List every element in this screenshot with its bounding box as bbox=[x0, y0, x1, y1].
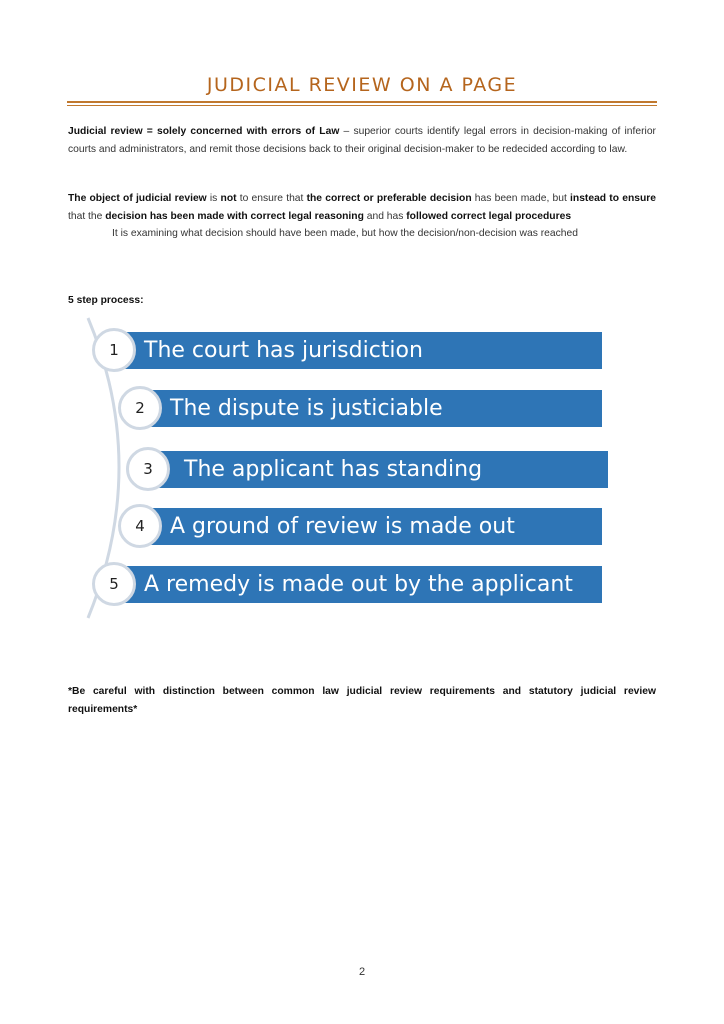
title-rule-thick bbox=[67, 101, 657, 103]
step-bar-5 bbox=[116, 566, 602, 603]
object-text-4: that the bbox=[68, 210, 106, 222]
object-bold-1: The object of judicial review bbox=[68, 193, 207, 204]
title-rule-thin bbox=[67, 105, 657, 106]
object-bold-3: the correct or preferable decision bbox=[306, 193, 472, 204]
five-step-diagram bbox=[80, 316, 610, 621]
intro-text: – superior courts identify legal errors in decision-making of inferior courts and administrators, and remit those decisions back to their original decision-maker to be redecided according to law. bbox=[68, 126, 656, 155]
step-number-3: 3 bbox=[126, 447, 170, 491]
step-label-1: The court has jurisdiction bbox=[144, 338, 423, 363]
step-label-4: A ground of review is made out bbox=[170, 514, 515, 539]
step-number-1: 1 bbox=[92, 328, 136, 372]
step-number-4: 4 bbox=[118, 504, 162, 548]
step-bar-2 bbox=[140, 390, 602, 427]
caution-note: *Be careful with distinction between common law judicial review requirements and statutory judicial review requirements* bbox=[68, 686, 656, 715]
object-text-2: to ensure that bbox=[236, 193, 307, 204]
intro-paragraph bbox=[68, 123, 656, 158]
step-number-2: 2 bbox=[118, 386, 162, 430]
object-bold-6: followed correct legal procedures bbox=[406, 210, 572, 222]
step-number-5: 5 bbox=[92, 562, 136, 606]
object-text-1: is bbox=[206, 193, 221, 204]
step-bar-1 bbox=[116, 332, 602, 369]
intro-bold: Judicial review = solely concerned with errors of Law bbox=[68, 126, 340, 137]
step-label-5: A remedy is made out by the applicant bbox=[144, 572, 573, 597]
object-bold-2: not bbox=[220, 193, 237, 204]
page-number: 2 bbox=[358, 966, 366, 978]
object-bold-4: instead to ensure bbox=[570, 193, 656, 204]
object-text-3: has been made, but bbox=[471, 193, 571, 204]
steps-heading: 5 step process: bbox=[68, 295, 144, 306]
step-bar-4 bbox=[140, 508, 602, 545]
step-bar-3 bbox=[148, 451, 608, 488]
object-bold-5: decision has been made with correct legal reasoning bbox=[105, 210, 364, 222]
step-label-2: The dispute is justiciable bbox=[170, 396, 443, 421]
examining-note: It is examining what decision should have been made, but how the decision/non-decision was reached bbox=[112, 228, 578, 239]
page-title: JUDICIAL REVIEW ON A PAGE bbox=[206, 74, 518, 96]
object-text-5: and has bbox=[363, 210, 407, 222]
step-label-3: The applicant has standing bbox=[184, 457, 483, 482]
object-paragraph bbox=[68, 190, 656, 225]
